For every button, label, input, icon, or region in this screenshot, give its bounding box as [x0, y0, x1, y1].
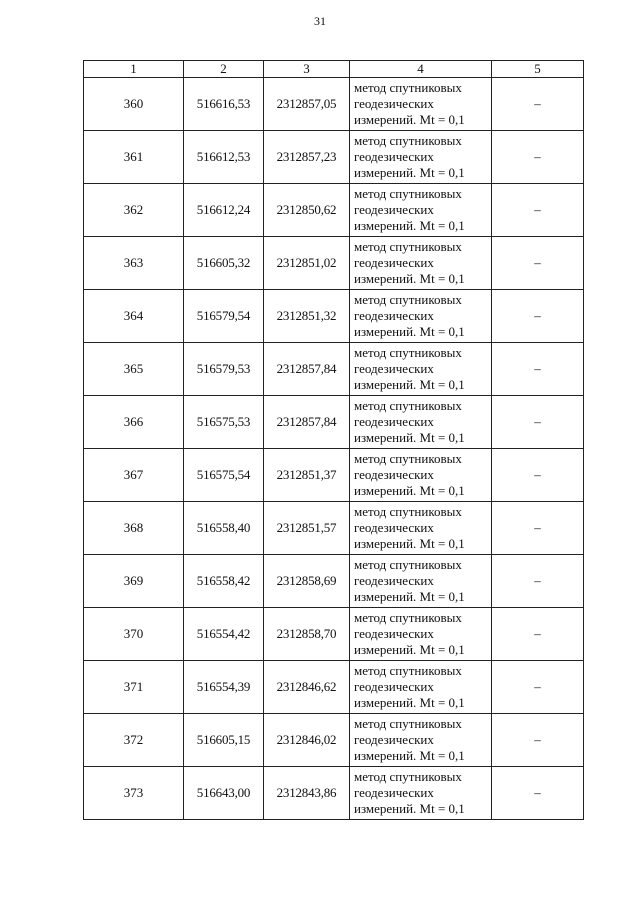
x-coordinate-cell: 516575,54 [184, 449, 264, 502]
note-cell: – [492, 555, 584, 608]
method-line: метод спутниковых [354, 133, 462, 148]
table-row [84, 449, 584, 502]
note-cell: – [492, 449, 584, 502]
note-cell: – [492, 396, 584, 449]
method-line: измерений. Mt = 0,1 [354, 271, 465, 286]
point-number-cell: 370 [84, 608, 184, 661]
point-number-cell: 366 [84, 396, 184, 449]
point-number-cell: 371 [84, 661, 184, 714]
table-row [84, 396, 584, 449]
method-line: геодезических [354, 255, 434, 270]
method-line: метод спутниковых [354, 80, 462, 95]
method-line: метод спутниковых [354, 398, 462, 413]
method-cell [350, 78, 492, 131]
method-line: метод спутниковых [354, 610, 462, 625]
header-col-4: 4 [350, 61, 492, 78]
y-coordinate-cell: 2312851,32 [264, 290, 350, 343]
table-row [84, 237, 584, 290]
y-coordinate-cell: 2312857,84 [264, 343, 350, 396]
method-line: измерений. Mt = 0,1 [354, 695, 465, 710]
point-number-cell: 369 [84, 555, 184, 608]
method-line: измерений. Mt = 0,1 [354, 430, 465, 445]
method-line: метод спутниковых [354, 345, 462, 360]
method-line: метод спутниковых [354, 769, 462, 784]
point-number-cell: 373 [84, 767, 184, 820]
method-cell [350, 184, 492, 237]
y-coordinate-cell: 2312846,02 [264, 714, 350, 767]
method-cell [350, 396, 492, 449]
method-cell [350, 661, 492, 714]
note-cell: – [492, 78, 584, 131]
method-line: метод спутниковых [354, 239, 462, 254]
y-coordinate-cell: 2312846,62 [264, 661, 350, 714]
y-coordinate-cell: 2312851,02 [264, 237, 350, 290]
point-number-cell: 368 [84, 502, 184, 555]
note-cell: – [492, 237, 584, 290]
method-line: геодезических [354, 785, 434, 800]
x-coordinate-cell: 516612,53 [184, 131, 264, 184]
method-line: измерений. Mt = 0,1 [354, 324, 465, 339]
header-col-2: 2 [184, 61, 264, 78]
note-cell: – [492, 343, 584, 396]
method-line: геодезических [354, 96, 434, 111]
method-line: измерений. Mt = 0,1 [354, 589, 465, 604]
method-cell [350, 131, 492, 184]
x-coordinate-cell: 516554,42 [184, 608, 264, 661]
point-number-cell: 363 [84, 237, 184, 290]
table-row [84, 184, 584, 237]
point-number-cell: 361 [84, 131, 184, 184]
method-line: измерений. Mt = 0,1 [354, 483, 465, 498]
method-cell [350, 343, 492, 396]
y-coordinate-cell: 2312857,84 [264, 396, 350, 449]
header-col-5: 5 [492, 61, 584, 78]
table-row [84, 78, 584, 131]
header-row [84, 61, 584, 78]
point-number-cell: 365 [84, 343, 184, 396]
method-cell [350, 290, 492, 343]
y-coordinate-cell: 2312851,37 [264, 449, 350, 502]
note-cell: – [492, 767, 584, 820]
method-line: геодезических [354, 202, 434, 217]
note-cell: – [492, 131, 584, 184]
table-row [84, 343, 584, 396]
table-row [84, 714, 584, 767]
method-line: измерений. Mt = 0,1 [354, 218, 465, 233]
method-line: геодезических [354, 679, 434, 694]
x-coordinate-cell: 516554,39 [184, 661, 264, 714]
note-cell: – [492, 184, 584, 237]
table-row [84, 290, 584, 343]
method-cell [350, 237, 492, 290]
coordinates-table [83, 60, 584, 820]
note-cell: – [492, 661, 584, 714]
note-cell: – [492, 290, 584, 343]
table-row [84, 608, 584, 661]
method-line: геодезических [354, 361, 434, 376]
method-line: измерений. Mt = 0,1 [354, 112, 465, 127]
table-row [84, 767, 584, 820]
point-number-cell: 367 [84, 449, 184, 502]
method-line: геодезических [354, 732, 434, 747]
x-coordinate-cell: 516558,42 [184, 555, 264, 608]
method-line: измерений. Mt = 0,1 [354, 165, 465, 180]
x-coordinate-cell: 516605,32 [184, 237, 264, 290]
point-number-cell: 360 [84, 78, 184, 131]
x-coordinate-cell: 516612,24 [184, 184, 264, 237]
header-col-1: 1 [84, 61, 184, 78]
table-row [84, 555, 584, 608]
point-number-cell: 372 [84, 714, 184, 767]
method-line: геодезических [354, 149, 434, 164]
method-line: геодезических [354, 308, 434, 323]
method-cell [350, 502, 492, 555]
table-row [84, 661, 584, 714]
note-cell: – [492, 608, 584, 661]
y-coordinate-cell: 2312851,57 [264, 502, 350, 555]
table-row [84, 131, 584, 184]
method-line: измерений. Mt = 0,1 [354, 748, 465, 763]
y-coordinate-cell: 2312858,70 [264, 608, 350, 661]
table-row [84, 502, 584, 555]
method-line: измерений. Mt = 0,1 [354, 642, 465, 657]
table-body [84, 78, 584, 820]
y-coordinate-cell: 2312843,86 [264, 767, 350, 820]
method-cell [350, 767, 492, 820]
y-coordinate-cell: 2312858,69 [264, 555, 350, 608]
point-number-cell: 364 [84, 290, 184, 343]
note-cell: – [492, 502, 584, 555]
x-coordinate-cell: 516579,54 [184, 290, 264, 343]
x-coordinate-cell: 516605,15 [184, 714, 264, 767]
method-line: метод спутниковых [354, 504, 462, 519]
point-number-cell: 362 [84, 184, 184, 237]
method-line: измерений. Mt = 0,1 [354, 801, 465, 816]
method-cell [350, 714, 492, 767]
method-line: измерений. Mt = 0,1 [354, 377, 465, 392]
method-cell [350, 608, 492, 661]
x-coordinate-cell: 516616,53 [184, 78, 264, 131]
method-line: метод спутниковых [354, 716, 462, 731]
y-coordinate-cell: 2312850,62 [264, 184, 350, 237]
note-cell: – [492, 714, 584, 767]
method-line: геодезических [354, 573, 434, 588]
method-line: геодезических [354, 414, 434, 429]
method-line: геодезических [354, 467, 434, 482]
y-coordinate-cell: 2312857,23 [264, 131, 350, 184]
x-coordinate-cell: 516643,00 [184, 767, 264, 820]
method-line: метод спутниковых [354, 292, 462, 307]
method-line: геодезических [354, 520, 434, 535]
method-line: геодезических [354, 626, 434, 641]
method-line: метод спутниковых [354, 451, 462, 466]
table-header [84, 61, 584, 78]
method-line: измерений. Mt = 0,1 [354, 536, 465, 551]
method-line: метод спутниковых [354, 663, 462, 678]
x-coordinate-cell: 516558,40 [184, 502, 264, 555]
x-coordinate-cell: 516579,53 [184, 343, 264, 396]
header-col-3: 3 [264, 61, 350, 78]
method-line: метод спутниковых [354, 186, 462, 201]
method-cell [350, 449, 492, 502]
page-number: 31 [314, 14, 326, 28]
x-coordinate-cell: 516575,53 [184, 396, 264, 449]
method-cell [350, 555, 492, 608]
y-coordinate-cell: 2312857,05 [264, 78, 350, 131]
method-line: метод спутниковых [354, 557, 462, 572]
